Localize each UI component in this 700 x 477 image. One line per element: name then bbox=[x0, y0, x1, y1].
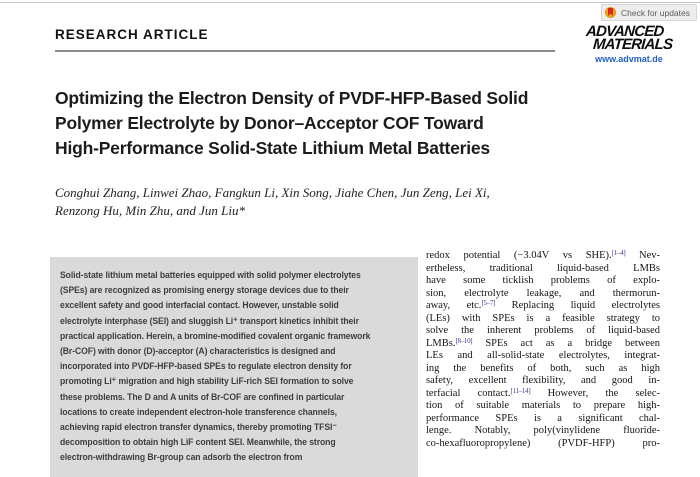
abstract-line: practical application. Herein, a bromine-modified covalent organic framework bbox=[60, 330, 371, 342]
abstract-text bbox=[60, 268, 410, 466]
header-rule bbox=[55, 50, 555, 52]
body-text-line: performance SPEs is a significant chal- bbox=[426, 412, 660, 424]
body-text-line: terfacial contact.[11–14] However, the selec- bbox=[426, 386, 661, 399]
article-title bbox=[55, 86, 528, 160]
title-line: Polymer Electrolyte by Donor–Acceptor COF Toward bbox=[55, 112, 484, 133]
body-text-line: co-hexafluoropropylene) (PVDF-HFP) pro- bbox=[426, 437, 660, 449]
abstract-line: Solid-state lithium metal batteries equipped with solid polymer electrolytes bbox=[60, 270, 361, 281]
body-text-line: tion of suitable materials to prepare high- bbox=[426, 400, 660, 411]
body-text-line: ing the benefits of both, such as high bbox=[426, 362, 660, 374]
body-text-line: LEs and all-solid-state electrolytes, integrat- bbox=[426, 350, 660, 361]
body-text-line: LMBs.[8–10] SPEs act as a bridge between bbox=[426, 336, 660, 349]
body-text-line: have some ticklish problems of explo- bbox=[426, 275, 660, 286]
abstract-line: electron-withdrawing Br-group can adsorb the electron from bbox=[60, 452, 303, 464]
body-text-line: lenge. Notably, poly(vinylidene fluoride- bbox=[426, 425, 660, 436]
bookmark-icon bbox=[608, 8, 613, 16]
abstract-line: (SPEs) are recognized as promising energy storage devices due to their bbox=[60, 285, 349, 297]
abstract-line: incorporated into PVDF-HFP-based SPEs to regulate electron density for bbox=[60, 361, 352, 373]
journal-name-line1: ADVANCED bbox=[585, 23, 664, 40]
introduction-column bbox=[426, 250, 660, 450]
abstract-line: decomposition to obtain high LiF content SEI. Meanwhile, the strong bbox=[60, 437, 336, 449]
body-text-line: solve the inherent problems of liquid-based bbox=[426, 325, 660, 336]
author-line: Conghui Zhang, Linwei Zhao, Fangkun Li, Xin Song, Jiahe Chen, Jun Zeng, Lei Xi, bbox=[55, 185, 490, 200]
abstract-line: excellent safety and good interfacial contact. However, unstable solid bbox=[60, 300, 339, 312]
abstract-line: achieving rapid electron transfer dynamics, thereby promoting TFSI⁻ bbox=[60, 422, 337, 434]
body-text-line: safety, excellent flexibility, and good in- bbox=[426, 375, 660, 386]
journal-url-link[interactable]: www.advmat.de bbox=[595, 54, 663, 64]
abstract-line: these problems. The D and A units of Br-COF are confined in particular bbox=[60, 391, 345, 403]
abstract-line: (Br-COF) with donor (D)-acceptor (A) characteristics is designed and bbox=[60, 346, 336, 358]
abstract-line: promoting Li⁺ migration and high stability LiF-rich SEI formation to solve bbox=[60, 376, 354, 388]
check-for-updates-badge[interactable] bbox=[601, 4, 697, 21]
page-top-divider bbox=[0, 2, 700, 3]
crossmark-icon bbox=[605, 7, 616, 18]
body-text-line: ertheless, traditional liquid-based LMBs bbox=[426, 262, 660, 274]
body-text-line: sion, electrolyte leakage, and thermorun- bbox=[426, 287, 660, 299]
body-text-line: redox potential (−3.04V vs SHE).[1–4] Nev- bbox=[426, 249, 660, 261]
citation-link[interactable]: [1–4] bbox=[611, 249, 626, 257]
body-text-line: away, etc.[5–7] Replacing liquid electrolytes bbox=[426, 299, 660, 311]
check-for-updates-label: Check for updates bbox=[621, 7, 690, 18]
body-text-line: (LEs) with SPEs is a feasible strategy to bbox=[426, 312, 660, 324]
citation-link[interactable]: [5–7] bbox=[481, 299, 496, 307]
title-line: High-Performance Solid-State Lithium Metal Batteries bbox=[55, 137, 490, 158]
abstract-box bbox=[50, 257, 418, 477]
citation-link[interactable]: [8–10] bbox=[455, 336, 473, 345]
abstract-line: locations to create independent electron-hole transference channels, bbox=[60, 406, 337, 418]
section-label: RESEARCH ARTICLE bbox=[55, 27, 209, 42]
abstract-line: electrolyte interphase (SEI) and sluggish Li⁺ transport kinetics inhibit their bbox=[60, 315, 359, 327]
title-line: Optimizing the Electron Density of PVDF-HFP-Based Solid bbox=[55, 88, 529, 108]
author-line: Renzong Hu, Min Zhu, and Jun Liu* bbox=[55, 202, 245, 218]
journal-logo bbox=[585, 23, 673, 64]
journal-name-line2: MATERIALS bbox=[592, 36, 673, 53]
author-list bbox=[55, 184, 490, 219]
citation-link[interactable]: [11–14] bbox=[510, 386, 531, 395]
